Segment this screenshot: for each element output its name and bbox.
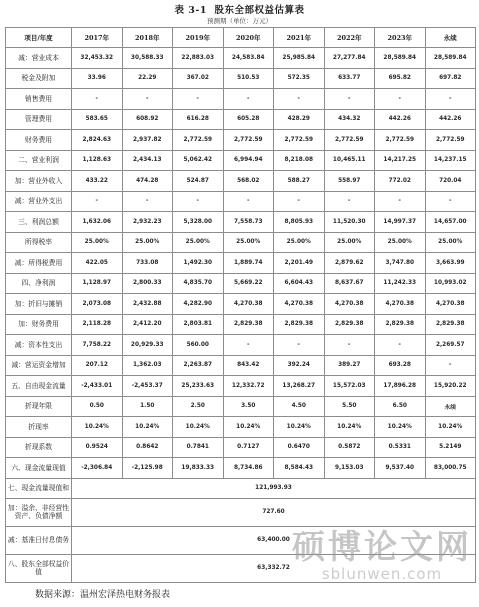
table-cell: 83,000.75 bbox=[425, 458, 476, 479]
table-cell: 2,772.59 bbox=[425, 130, 476, 151]
table-cell: 4,835.70 bbox=[173, 273, 224, 294]
table-cell: 367.02 bbox=[173, 68, 224, 89]
table-cell: 25,233.63 bbox=[173, 376, 224, 397]
watermark-url: sblunwen.com bbox=[321, 565, 443, 583]
table-cell: 3,747.80 bbox=[375, 253, 426, 274]
table-cell: 1.50 bbox=[122, 396, 173, 417]
table-cell: 524.87 bbox=[173, 171, 224, 192]
table-cell: 616.28 bbox=[173, 109, 224, 130]
table-row bbox=[6, 109, 476, 130]
table-cell: 6,604.43 bbox=[274, 273, 325, 294]
header-2023: 2023年 bbox=[375, 28, 426, 48]
table-cell: 3.50 bbox=[223, 396, 274, 417]
table-cell: 1,889.74 bbox=[223, 253, 274, 274]
table-cell: - bbox=[425, 191, 476, 212]
table-cell: 15,572.03 bbox=[324, 376, 375, 397]
table-cell: 14,237.15 bbox=[425, 150, 476, 171]
summary-value: 63,332.72 bbox=[72, 554, 476, 582]
table-cell: 30,588.33 bbox=[122, 48, 173, 69]
table-cell: 19,833.33 bbox=[173, 458, 224, 479]
row-label: 加：折旧与摊销 bbox=[6, 294, 72, 315]
table-cell: - bbox=[324, 335, 375, 356]
table-cell: 6.50 bbox=[375, 396, 426, 417]
table-cell: 2,937.82 bbox=[122, 130, 173, 151]
table-row bbox=[6, 376, 476, 397]
row-label: 税金及附加 bbox=[6, 68, 72, 89]
table-cell: -2,125.98 bbox=[122, 458, 173, 479]
table-cell: 14,997.37 bbox=[375, 212, 426, 233]
table-cell: - bbox=[72, 89, 123, 110]
table-cell: 33.96 bbox=[72, 68, 123, 89]
table-cell: 4.50 bbox=[274, 396, 325, 417]
table-cell: 4,270.38 bbox=[324, 294, 375, 315]
table-cell: - bbox=[274, 89, 325, 110]
table-cell: -2,306.84 bbox=[72, 458, 123, 479]
row-label: 五、自由现金流量 bbox=[6, 376, 72, 397]
table-cell: 17,896.28 bbox=[375, 376, 426, 397]
table-cell: 392.24 bbox=[274, 355, 325, 376]
table-cell: 25.00% bbox=[375, 232, 426, 253]
table-row bbox=[6, 48, 476, 69]
table-subtitle: 预测期（单位：万元） bbox=[207, 17, 272, 25]
table-cell: 7,758.22 bbox=[72, 335, 123, 356]
table-row bbox=[6, 335, 476, 356]
table-cell: 2,829.38 bbox=[375, 314, 426, 335]
table-cell: 2,879.62 bbox=[324, 253, 375, 274]
table-cell: 24,583.84 bbox=[223, 48, 274, 69]
table-row bbox=[6, 68, 476, 89]
table-cell: - bbox=[72, 191, 123, 212]
table-cell: 2,412.20 bbox=[122, 314, 173, 335]
table-cell: 8,805.93 bbox=[274, 212, 325, 233]
table-cell: 442.26 bbox=[375, 109, 426, 130]
table-cell: - bbox=[324, 89, 375, 110]
table-cell: -2,433.01 bbox=[72, 376, 123, 397]
table-row bbox=[6, 417, 476, 438]
table-cell: 8,734.86 bbox=[223, 458, 274, 479]
table-cell: 474.28 bbox=[122, 171, 173, 192]
table-cell: 605.28 bbox=[223, 109, 274, 130]
table-cell: 2,829.38 bbox=[223, 314, 274, 335]
table-cell: 10.24% bbox=[72, 417, 123, 438]
table-cell: 13,268.27 bbox=[274, 376, 325, 397]
table-cell: 207.12 bbox=[72, 355, 123, 376]
table-row bbox=[6, 294, 476, 315]
table-cell: 697.82 bbox=[425, 68, 476, 89]
table-row bbox=[6, 458, 476, 479]
table-cell: 2,772.59 bbox=[173, 130, 224, 151]
table-cell: 772.02 bbox=[375, 171, 426, 192]
table-row bbox=[6, 89, 476, 110]
table-cell: 1,362.03 bbox=[122, 355, 173, 376]
table-cell: - bbox=[223, 89, 274, 110]
summary-value: 727.60 bbox=[72, 498, 476, 526]
table-cell: 633.77 bbox=[324, 68, 375, 89]
table-cell: 4,270.38 bbox=[274, 294, 325, 315]
table-body bbox=[6, 48, 476, 583]
table-cell: 2,772.59 bbox=[375, 130, 426, 151]
table-cell: - bbox=[223, 191, 274, 212]
table-cell: 5,062.42 bbox=[173, 150, 224, 171]
equity-estimate-table-container bbox=[5, 27, 475, 583]
table-row bbox=[6, 171, 476, 192]
table-cell: 10.24% bbox=[375, 417, 426, 438]
table-cell: 2,432.88 bbox=[122, 294, 173, 315]
table-cell: 25.00% bbox=[173, 232, 224, 253]
summary-value: 121,993.93 bbox=[72, 478, 476, 498]
table-cell: 25,985.84 bbox=[274, 48, 325, 69]
table-cell: - bbox=[274, 191, 325, 212]
table-cell: 428.29 bbox=[274, 109, 325, 130]
table-cell: 2,263.87 bbox=[173, 355, 224, 376]
table-row bbox=[6, 273, 476, 294]
table-cell: 0.5331 bbox=[375, 437, 426, 458]
table-cell: -2,453.37 bbox=[122, 376, 173, 397]
table-cell: 608.92 bbox=[122, 109, 173, 130]
table-cell: - bbox=[173, 191, 224, 212]
table-row bbox=[6, 150, 476, 171]
table-row bbox=[6, 396, 476, 417]
table-cell: 22,883.03 bbox=[173, 48, 224, 69]
table-cell: 10.24% bbox=[173, 417, 224, 438]
table-cell: 442.26 bbox=[425, 109, 476, 130]
table-cell: 0.8642 bbox=[122, 437, 173, 458]
table-cell: 11,242.33 bbox=[375, 273, 426, 294]
table-cell: 2,772.59 bbox=[274, 130, 325, 151]
table-row bbox=[6, 314, 476, 335]
table-cell: 2,073.08 bbox=[72, 294, 123, 315]
table-cell: 22.29 bbox=[122, 68, 173, 89]
summary-label: 七、现金流量现值和 bbox=[6, 478, 72, 498]
table-cell: - bbox=[173, 89, 224, 110]
table-cell: - bbox=[425, 355, 476, 376]
table-cell: 433.22 bbox=[72, 171, 123, 192]
table-cell: 12,332.72 bbox=[223, 376, 274, 397]
row-label: 减：营业成本 bbox=[6, 48, 72, 69]
table-cell: 2,803.81 bbox=[173, 314, 224, 335]
row-label: 折现率 bbox=[6, 417, 72, 438]
summary-row bbox=[6, 478, 476, 498]
table-cell: 733.08 bbox=[122, 253, 173, 274]
row-label: 加：营业外收入 bbox=[6, 171, 72, 192]
table-cell: 422.05 bbox=[72, 253, 123, 274]
table-row bbox=[6, 130, 476, 151]
data-source-note: 数据来源：温州宏泽热电财务报表 bbox=[35, 590, 171, 600]
table-cell: 0.50 bbox=[72, 396, 123, 417]
table-cell: 2,829.38 bbox=[425, 314, 476, 335]
table-cell: 568.02 bbox=[223, 171, 274, 192]
row-label: 四、净利润 bbox=[6, 273, 72, 294]
summary-row bbox=[6, 554, 476, 582]
table-cell: 20,929.33 bbox=[122, 335, 173, 356]
table-cell: 572.35 bbox=[274, 68, 325, 89]
header-2019: 2019年 bbox=[173, 28, 224, 48]
table-cell: 9,537.40 bbox=[375, 458, 426, 479]
table-cell: 7,558.73 bbox=[223, 212, 274, 233]
table-cell: 2,829.38 bbox=[324, 314, 375, 335]
table-title: 表 3-1 股东全部权益估算表 bbox=[174, 5, 305, 16]
table-cell: 5.50 bbox=[324, 396, 375, 417]
table-cell: 10,993.02 bbox=[425, 273, 476, 294]
table-cell: 693.28 bbox=[375, 355, 426, 376]
table-cell: 3,663.99 bbox=[425, 253, 476, 274]
table-cell: 558.97 bbox=[324, 171, 375, 192]
table-cell: 2,829.38 bbox=[274, 314, 325, 335]
table-cell: 25.00% bbox=[425, 232, 476, 253]
table-cell: 2,772.59 bbox=[324, 130, 375, 151]
table-cell: 8,218.08 bbox=[274, 150, 325, 171]
row-label: 折现年限 bbox=[6, 396, 72, 417]
table-cell: 6,994.94 bbox=[223, 150, 274, 171]
header-2018: 2018年 bbox=[122, 28, 173, 48]
table-cell: 8,637.67 bbox=[324, 273, 375, 294]
equity-estimate-table bbox=[5, 27, 476, 583]
table-cell: 843.42 bbox=[223, 355, 274, 376]
table-cell: 32,453.32 bbox=[72, 48, 123, 69]
summary-row bbox=[6, 526, 476, 554]
header-item-year: 项目/年度 bbox=[6, 28, 72, 48]
table-cell: 5,669.22 bbox=[223, 273, 274, 294]
table-cell: 4,282.90 bbox=[173, 294, 224, 315]
row-label: 管理费用 bbox=[6, 109, 72, 130]
table-cell: 28,589.84 bbox=[375, 48, 426, 69]
table-cell: 2.50 bbox=[173, 396, 224, 417]
table-cell: 583.65 bbox=[72, 109, 123, 130]
table-cell: 15,920.22 bbox=[425, 376, 476, 397]
row-label: 所得税率 bbox=[6, 232, 72, 253]
row-label: 折现系数 bbox=[6, 437, 72, 458]
row-label: 加：财务费用 bbox=[6, 314, 72, 335]
table-cell: 10,465.11 bbox=[324, 150, 375, 171]
header-2017: 2017年 bbox=[72, 28, 123, 48]
table-cell: 14,217.25 bbox=[375, 150, 426, 171]
table-cell: 1,128.63 bbox=[72, 150, 123, 171]
row-label: 财务费用 bbox=[6, 130, 72, 151]
table-cell: 0.7841 bbox=[173, 437, 224, 458]
table-cell: 9,153.03 bbox=[324, 458, 375, 479]
table-cell: 4,270.38 bbox=[223, 294, 274, 315]
table-cell: 720.04 bbox=[425, 171, 476, 192]
row-label: 二、营业利润 bbox=[6, 150, 72, 171]
table-cell: 389.27 bbox=[324, 355, 375, 376]
table-cell: - bbox=[375, 89, 426, 110]
table-cell: 10.24% bbox=[425, 417, 476, 438]
table-row bbox=[6, 232, 476, 253]
header-2022: 2022年 bbox=[324, 28, 375, 48]
table-cell: 695.82 bbox=[375, 68, 426, 89]
table-cell: 2,772.59 bbox=[223, 130, 274, 151]
table-cell: 2,269.57 bbox=[425, 335, 476, 356]
table-cell: - bbox=[425, 89, 476, 110]
table-cell: 1,128.97 bbox=[72, 273, 123, 294]
summary-label: 加：溢余、非经营性资产、负债净额 bbox=[6, 498, 72, 526]
summary-label: 八、股东全部权益价值 bbox=[6, 554, 72, 582]
table-cell: - bbox=[375, 335, 426, 356]
row-label: 减：所得税费用 bbox=[6, 253, 72, 274]
row-label: 六、现金流量现值 bbox=[6, 458, 72, 479]
table-cell: 11,520.30 bbox=[324, 212, 375, 233]
table-cell: 25.00% bbox=[274, 232, 325, 253]
header-2020: 2020年 bbox=[223, 28, 274, 48]
table-cell: - bbox=[375, 191, 426, 212]
table-cell: 4,270.38 bbox=[425, 294, 476, 315]
table-cell: 5.2149 bbox=[425, 437, 476, 458]
table-cell: 588.27 bbox=[274, 171, 325, 192]
table-row bbox=[6, 212, 476, 233]
table-cell: 434.32 bbox=[324, 109, 375, 130]
watermark-text: 硕博论文网 bbox=[292, 527, 472, 566]
table-cell: - bbox=[122, 191, 173, 212]
table-cell: 2,824.63 bbox=[72, 130, 123, 151]
table-cell: 10.24% bbox=[274, 417, 325, 438]
table-cell: 1,492.30 bbox=[173, 253, 224, 274]
table-row bbox=[6, 355, 476, 376]
table-cell: 2,932.23 bbox=[122, 212, 173, 233]
table-cell: - bbox=[223, 335, 274, 356]
table-header-row bbox=[6, 28, 476, 48]
table-cell: 0.9524 bbox=[72, 437, 123, 458]
summary-value: 63,400.00 bbox=[72, 526, 476, 554]
table-cell: 14,657.00 bbox=[425, 212, 476, 233]
table-cell: 10.24% bbox=[324, 417, 375, 438]
table-cell: 2,434.13 bbox=[122, 150, 173, 171]
table-row bbox=[6, 191, 476, 212]
table-cell: 2,800.33 bbox=[122, 273, 173, 294]
table-cell: 25.00% bbox=[223, 232, 274, 253]
table-cell: 510.53 bbox=[223, 68, 274, 89]
table-cell: 0.6470 bbox=[274, 437, 325, 458]
table-cell: - bbox=[274, 335, 325, 356]
table-cell: 永续 bbox=[425, 396, 476, 417]
table-cell: 27,277.84 bbox=[324, 48, 375, 69]
row-label: 减：资本性支出 bbox=[6, 335, 72, 356]
header-perpetuity: 永续 bbox=[425, 28, 476, 48]
table-cell: 4,270.38 bbox=[375, 294, 426, 315]
table-cell: 2,201.49 bbox=[274, 253, 325, 274]
summary-label: 减：基准日付息债务 bbox=[6, 526, 72, 554]
table-cell: 10.24% bbox=[122, 417, 173, 438]
table-cell: 10.24% bbox=[223, 417, 274, 438]
table-cell: 0.5872 bbox=[324, 437, 375, 458]
header-2021: 2021年 bbox=[274, 28, 325, 48]
row-label: 三、利润总额 bbox=[6, 212, 72, 233]
table-cell: 8,584.43 bbox=[274, 458, 325, 479]
table-cell: 5,328.00 bbox=[173, 212, 224, 233]
table-row bbox=[6, 253, 476, 274]
table-cell: 1,632.06 bbox=[72, 212, 123, 233]
table-cell: 25.00% bbox=[324, 232, 375, 253]
table-cell: 2,118.28 bbox=[72, 314, 123, 335]
table-cell: 25.00% bbox=[72, 232, 123, 253]
table-cell: - bbox=[122, 89, 173, 110]
row-label: 减：营业外支出 bbox=[6, 191, 72, 212]
table-cell: 28,589.84 bbox=[425, 48, 476, 69]
row-label: 减：营运资金增加 bbox=[6, 355, 72, 376]
row-label: 销售费用 bbox=[6, 89, 72, 110]
table-cell: - bbox=[324, 191, 375, 212]
table-cell: 25.00% bbox=[122, 232, 173, 253]
table-cell: 0.7127 bbox=[223, 437, 274, 458]
table-row bbox=[6, 437, 476, 458]
summary-row bbox=[6, 498, 476, 526]
table-cell: 560.00 bbox=[173, 335, 224, 356]
